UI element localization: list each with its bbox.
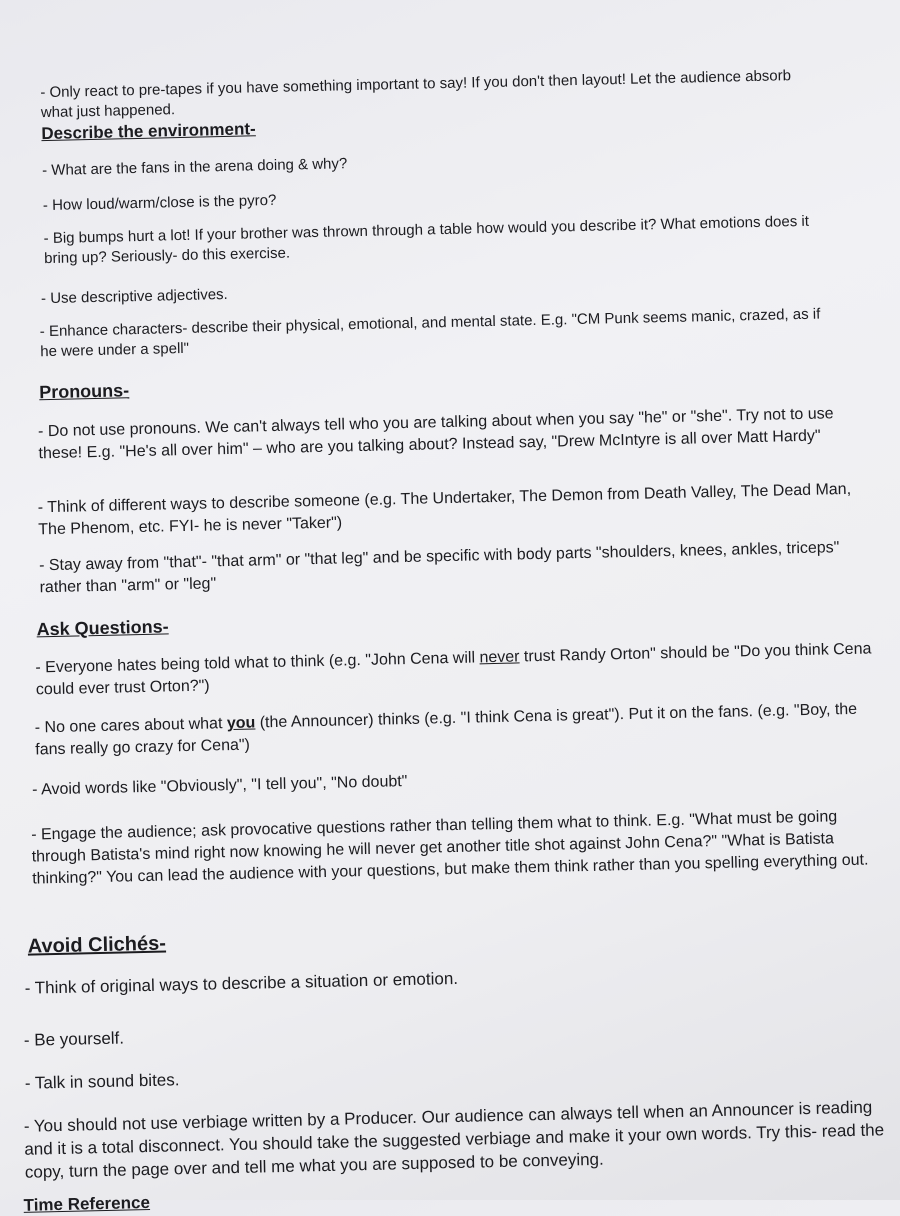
list-item: - Avoid words like "Obviously", "I tell you", "No doubt" [32, 773, 408, 799]
section-heading-pronouns: Pronouns- [38, 380, 130, 403]
list-item: - Be yourself. [23, 1028, 125, 1050]
list-item: - Do not use pronouns. We can't always tell who you are talking about when you say "he" or "she". Try not to use these! E.g. "He's all over him" – who are you talking about? Instead say, "Drew McIntyre is all over Matt Hardy" [37, 405, 834, 463]
list-item: - Use descriptive adjectives. [40, 285, 228, 308]
pretape-tip: - Only react to pre-tapes if you have something important to say! If you don't then layout! Let the audience absorb what just happened. [40, 67, 792, 122]
cut-off-heading: Time Reference [23, 1192, 151, 1215]
list-item: - How loud/warm/close is the pyro? [42, 191, 277, 215]
emphasis-never: never [479, 648, 520, 667]
emphasis-you: you [226, 714, 256, 733]
list-item: - Everyone hates being told what to think (e.g. "John Cena will never trust Randy Orton" should be "Do you think Cena could ever trust Orton?") [35, 640, 872, 699]
section-heading-questions: Ask Questions- [36, 616, 169, 640]
list-item: - Talk in sound bites. [24, 1070, 180, 1093]
list-item: - Enhance characters- describe their physical, emotional, and mental state. E.g. "CM Punk seems manic, crazed, as if he were under a spell" [39, 305, 821, 361]
section-heading-cliches: Avoid Clichés- [27, 932, 167, 958]
list-item: - Think of original ways to describe a situation or emotion. [24, 968, 459, 998]
list-item: - Big bumps hurt a lot! If your brother was thrown through a table how would you describe it? What emotions does it bring up? Seriously- do this exercise. [43, 212, 810, 268]
list-item: - You should not use verbiage written by a Producer. Our audience can always tell when an Announcer is reading and it is a total disconnect. You should take the suggested verbiage and make it your own words. Try this- read the copy, turn the page over and tell me what you are supposed to be conveying. [23, 1097, 885, 1182]
section-heading-environment: Describe the environment- [41, 119, 256, 144]
list-item: - Engage the audience; ask provocative questions rather than telling them what to think. E.g. "What must be going through Batista's mind right now knowing he will never get another title shot against John Cena?" "What is Batista thinking?" You can lead the audience with your questions, but make them think rather than you spelling everything out. [31, 808, 869, 888]
list-item: - Think of different ways to describe someone (e.g. The Undertaker, The Demon from Death Valley, The Dead Man, The Phenom, etc. FYI- he is never "Taker") [37, 480, 852, 539]
list-item: - What are the fans in the arena doing & why? [41, 155, 348, 180]
list-item: - No one cares about what you (the Announcer) thinks (e.g. "I think Cena is great"). Put it on the fans. (e.g. "Boy, the fans really go crazy for Cena") [34, 700, 858, 759]
list-item: - Stay away from "that"- "that arm" or "that leg" and be specific with body parts "shoulders, knees, ankles, triceps" rather than "arm" or "leg" [38, 539, 840, 597]
